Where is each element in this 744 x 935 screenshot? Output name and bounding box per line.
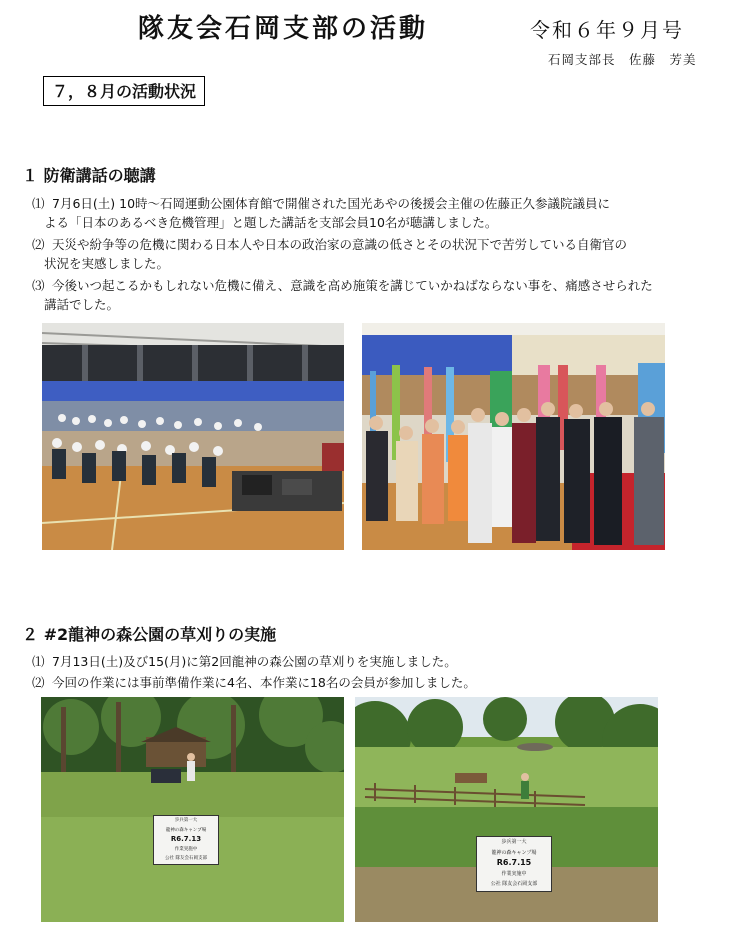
- section2-heading: ２ #2龍神の森公園の草刈りの実施: [22, 625, 277, 644]
- signboard-row: 作業実施中: [174, 846, 198, 852]
- section1-item-1: [32, 194, 712, 232]
- signboard-row: 歩兵第一大: [174, 818, 198, 823]
- item-text: 7月13日(土)及び15(月)に第2回龍神の森公園の草刈りを実施しました。: [52, 654, 457, 669]
- signboard-row: 龍神の森キャンプ場: [491, 849, 537, 856]
- item-number: ⑶: [32, 278, 45, 293]
- page-title: 隊友会石岡支部の活動: [138, 14, 429, 44]
- issue-date: 令和６年９月号: [530, 18, 684, 42]
- signboard-left: [153, 815, 219, 865]
- signboard-date: R6.7.13: [170, 835, 202, 843]
- signboard-row: 公社 隊友会石岡支部: [165, 856, 207, 861]
- item-text-cont: 講話でした。: [44, 297, 120, 312]
- photo-park-field: [355, 697, 658, 922]
- photo-grass-cutting-lawn: [41, 697, 344, 922]
- author-line: 石岡支部長 佐藤 芳美: [548, 52, 697, 67]
- item-text: 天災や紛争等の危機に関わる日本人や日本の政治家の意識の低さとその状況下で苦労している自衛官の: [52, 237, 628, 252]
- signboard-row: 龍神の森キャンプ場: [165, 827, 207, 833]
- section1-item-3: [32, 276, 712, 314]
- item-text: 今後いつ起こるかもしれない危機に備え、意識を高め施策を講じていかねばならない事を、痛感させられた: [52, 278, 653, 293]
- photo-speakers-stage: [362, 323, 665, 550]
- section2-item-2: [32, 673, 712, 692]
- item-number: ⑵: [32, 675, 45, 690]
- signboard-right: [476, 836, 552, 892]
- section1-heading: １ 防衛講話の聴講: [22, 166, 156, 185]
- item-text: 7月6日(土) 10時～石岡運動公園体育館で開催された国光あやの後援会主催の佐藤正久参議院議員に: [52, 196, 611, 211]
- item-number: ⑵: [32, 237, 45, 252]
- item-text-cont: 状況を実感しました。: [44, 256, 170, 271]
- signboard-date: R6.7.15: [496, 858, 532, 867]
- section2-item-1: [32, 652, 712, 671]
- item-number: ⑴: [32, 654, 45, 669]
- item-text: 今回の作業には事前準備作業に4名、本作業に18名の会員が参加しました。: [52, 675, 476, 690]
- item-text-cont: よる「日本のあるべき危機管理」と題した講話を支部会員10名が聴講しました。: [44, 215, 498, 230]
- period-title-box: ７，８月の活動状況: [43, 76, 205, 106]
- signboard-row: 歩兵第一大: [501, 839, 527, 845]
- signboard-row: 公社 隊友会石岡支部: [490, 881, 538, 887]
- item-number: ⑴: [32, 196, 45, 211]
- signboard-row: 作業実施中: [501, 870, 527, 877]
- photo-gym-audience: [42, 323, 344, 550]
- section1-item-2: [32, 235, 712, 273]
